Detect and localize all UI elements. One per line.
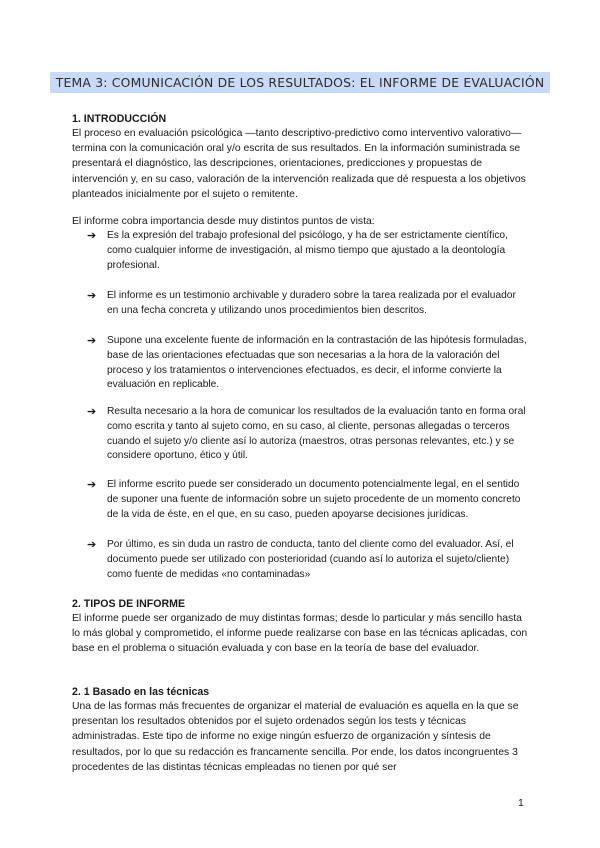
bullet-item-3	[87, 334, 527, 393]
intro-paragraph-1: El proceso en evaluación psicológica —tanto descriptivo-predictivo como interventivo valorativo— termina con la comunicación oral y/o escrita de sus resultados. En la información suministrada se presentará el diagnóstico, las descripciones, orientaciones, predicciones y propuestas de intervención y, en su caso, valoración de la intervención realizada que dé respuesta a los objetivos planteados inicialmente por el sujeto o remitente.	[72, 128, 526, 200]
types-paragraph: El informe puede ser organizado de muy distintas formas; desde lo particular y más sencillo hasta lo más global y comprometido, el informe puede realizarse con base en las técnicas aplicadas, con base en el problema o situación evaluada y con base en la teoría de base del evaluador.	[72, 613, 528, 655]
bullet-item-4	[87, 405, 527, 464]
intro-paragraph-2: El informe cobra importancia desde muy distintos puntos de vista:	[72, 216, 375, 227]
bullet-item-1	[87, 229, 527, 273]
bullet-item-6	[87, 538, 527, 582]
document-title: TEMA 3: COMUNICACIÓN DE LOS RESULTADOS: EL INFORME DE EVALUACIÓN	[50, 72, 551, 93]
arrow-bullet-icon: ➔	[87, 290, 97, 302]
bullet-text: Por último, es sin duda un rastro de conducta, tanto del cliente como del evaluador. Así, el documento puede ser utilizado con posterioridad (cuando así lo autoriza el sujeto/cliente) como fuente de medidas «no contaminadas»	[107, 539, 514, 580]
techniques-paragraph: Una de las formas más frecuentes de organizar el material de evaluación es aquella en la que se presentan los resultados obtenidos por el sujeto ordenados según los tests y técnicas administradas. Este tipo de informe no exige ningún esfuerzo de organización y síntesis de resultados, por lo que su redacción es francamente sencilla. Por ende, los datos incongruentes 3 procedentes de las distintas técnicas empleadas no tienen por qué ser	[72, 701, 519, 773]
bullet-item-5	[87, 478, 527, 522]
page-number: 1	[518, 797, 524, 809]
arrow-bullet-icon: ➔	[87, 406, 97, 418]
title-wrapper	[0, 72, 600, 93]
intro-heading: 1. INTRODUCCIÓN	[72, 113, 167, 125]
bullet-text: Resulta necesario a la hora de comunicar los resultados de la evaluación tanto en forma oral como escrita y tanto al sujeto como, en su caso, al cliente, personas allegadas o terceros cuando el sujeto y/o cliente así lo autoriza (maestros, otras personas relevantes, etc.) y se considere oportuno, ético y útil.	[107, 406, 526, 462]
techniques-heading: 2. 1 Basado en las técnicas	[72, 686, 210, 698]
bullet-text: El informe escrito puede ser considerado un documento potencialmente legal, en el sentido de suponer una fuente de información sobre un sujeto procedente de un momento concreto de la vida de éste, en el que, en su caso, pueden apoyarse decisiones jurídicas.	[107, 479, 521, 520]
bullet-text: Es la expresión del trabajo profesional del psicólogo, y ha de ser estrictamente científico, como cualquier informe de investigación, al mismo tiempo que ajustado a la deontología profesional.	[107, 230, 508, 271]
arrow-bullet-icon: ➔	[87, 335, 97, 347]
bullet-item-2	[87, 289, 527, 319]
arrow-bullet-icon: ➔	[87, 539, 97, 551]
arrow-bullet-icon: ➔	[87, 479, 97, 491]
arrow-bullet-icon: ➔	[87, 230, 97, 242]
bullet-text: Supone una excelente fuente de información en la contrastación de las hipótesis formuladas, base de las orientaciones efectuadas que son necesarias a la hora de la valoración del proceso y los tratamientos o intervenciones efectuados, es decir, el informe convierte la evaluación en replicable.	[107, 335, 527, 391]
types-heading: 2. TIPOS DE INFORME	[72, 598, 186, 610]
bullet-text: El informe es un testimonio archivable y duradero sobre la tarea realizada por el evaluador en una fecha concreta y utilizando unos procedimientos bien descritos.	[107, 290, 516, 316]
